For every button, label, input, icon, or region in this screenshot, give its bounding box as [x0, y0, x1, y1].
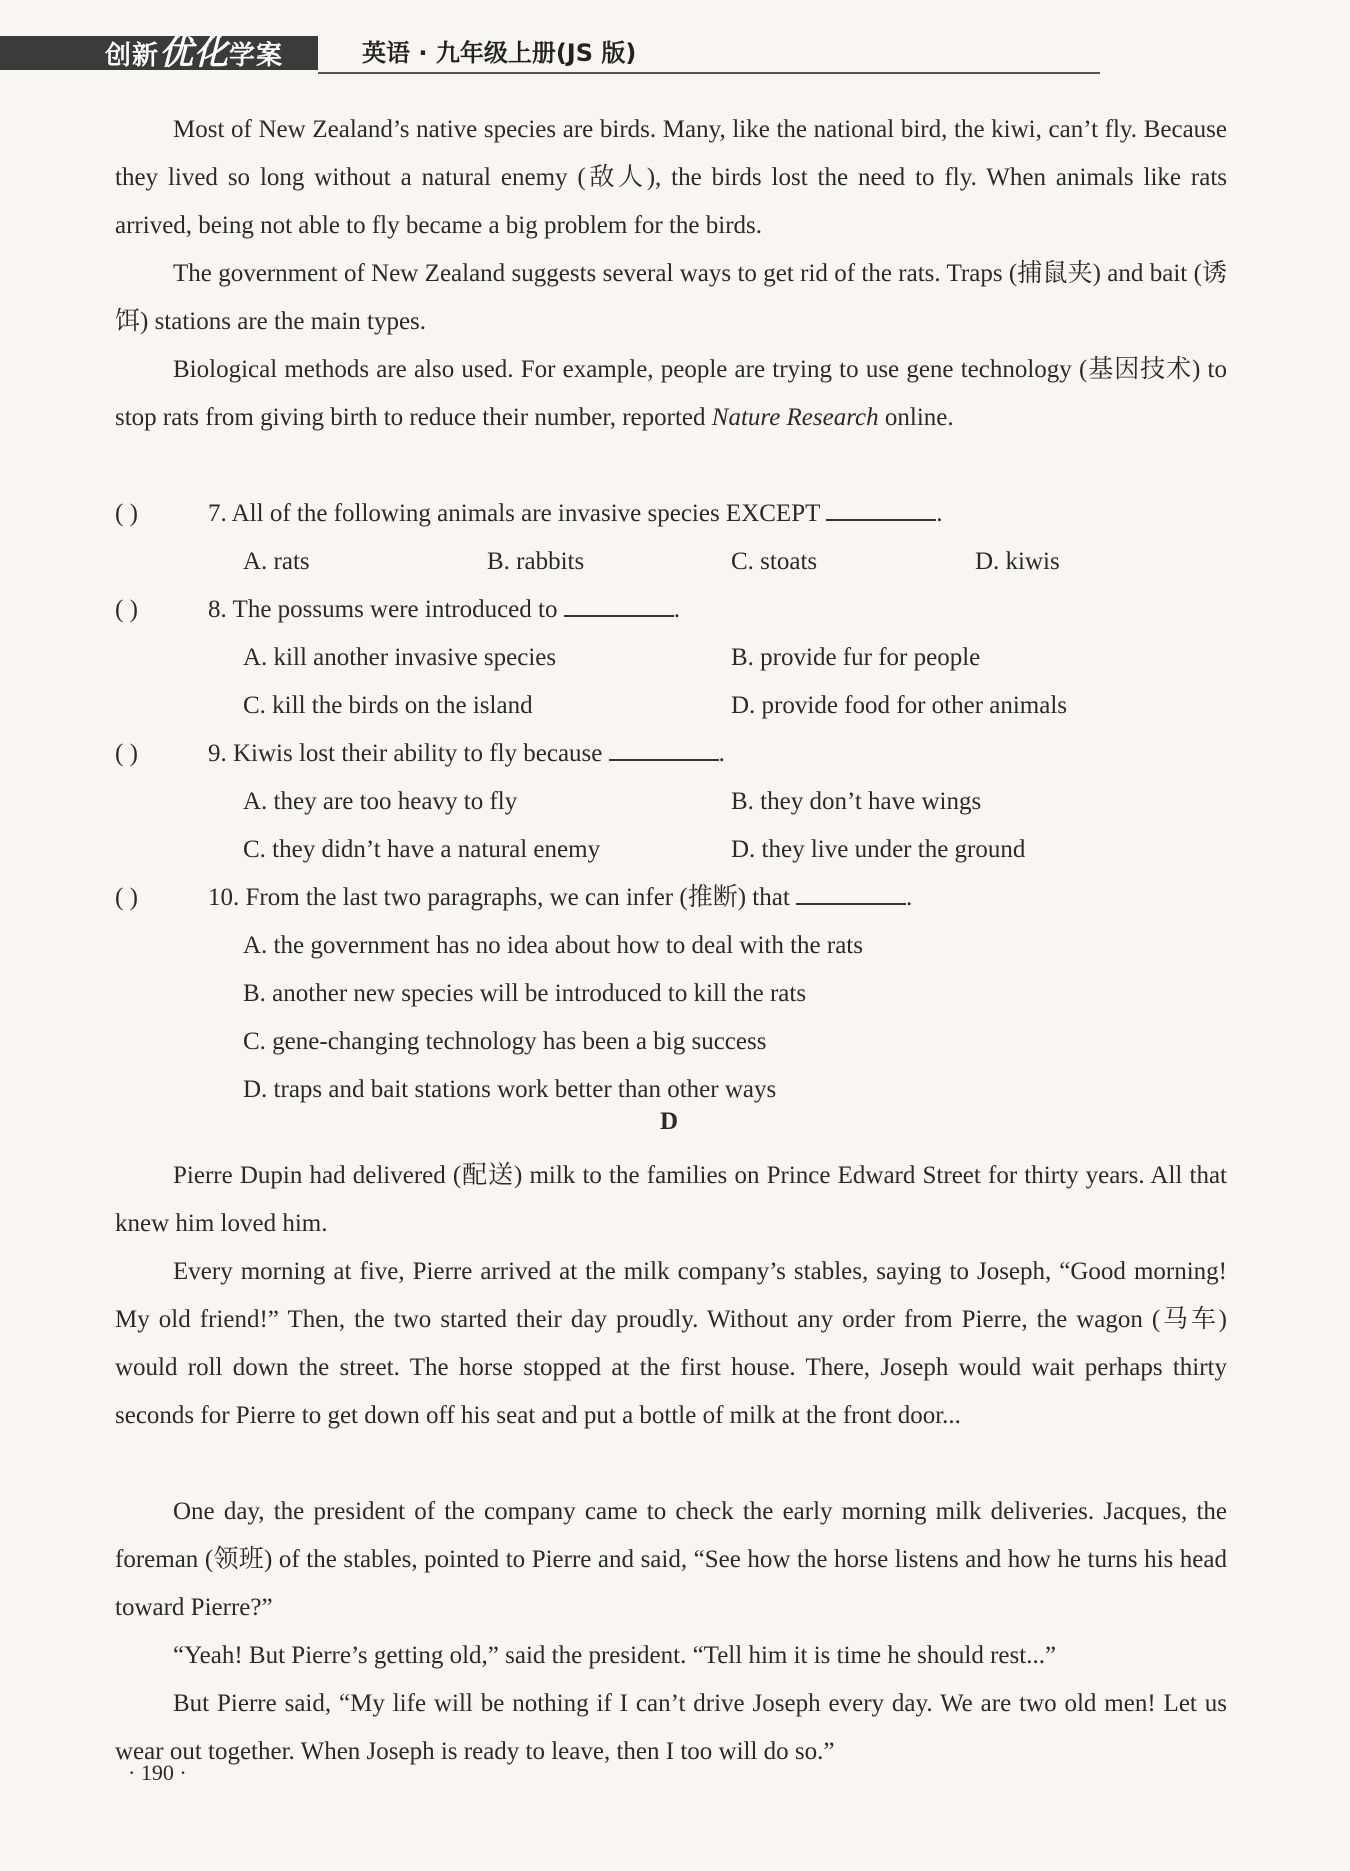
- option-10a: A. the government has no idea about how to deal with the rats: [243, 932, 863, 959]
- option-9a: A. they are too heavy to fly: [243, 788, 518, 815]
- option-10b: B. another new species will be introduced to kill the rats: [243, 980, 807, 1007]
- option-9b: B. they don’t have wings: [731, 788, 982, 815]
- option-9d: D. they live under the ground: [731, 836, 1026, 863]
- question-8: ( ) 8. The possums were introduced to .: [115, 586, 680, 634]
- answer-bracket[interactable]: ( ): [115, 740, 138, 767]
- option-8a: A. kill another invasive species: [243, 644, 557, 671]
- paragraph-c1: Most of New Zealand’s native species are birds. Many, like the national bird, the kiwi, can’t fly. Because they lived so long without a natural enemy (敌人), the birds lost the need to fly. When animals like rats arrived, being not able to fly became a big problem for the birds.: [115, 116, 1227, 239]
- answer-bracket[interactable]: ( ): [115, 596, 138, 623]
- option-9c: C. they didn’t have a natural enemy: [243, 836, 601, 863]
- paragraph-d1: Pierre Dupin had delivered (配送) milk to the families on Prince Edward Street for thirty years. All that knew him loved him.: [115, 1162, 1227, 1237]
- option-8d: D. provide food for other animals: [731, 692, 1068, 719]
- option-7a: A. rats: [243, 548, 310, 575]
- answer-blank: [609, 733, 719, 761]
- option-7c: C. stoats: [731, 548, 818, 575]
- answer-blank: [826, 493, 936, 521]
- answer-bracket[interactable]: ( ): [115, 884, 138, 911]
- paragraph-c3: Biological methods are also used. For example, people are trying to use gene technology (基因技术) to stop rats from giving birth to reduce their number, reported Nature Research online.: [115, 356, 1227, 431]
- page-header: [0, 28, 1100, 74]
- option-8b: B. provide fur for people: [731, 644, 981, 671]
- question-10: ( ) 10. From the last two paragraphs, we can infer (推断) that .: [115, 874, 912, 922]
- question-9: ( ) 9. Kiwis lost their ability to fly because .: [115, 730, 725, 778]
- option-10d: D. traps and bait stations work better than other ways: [243, 1076, 777, 1103]
- paragraph-d2: Every morning at five, Pierre arrived at the milk company’s stables, saying to Joseph, “Good morning! My old friend!” Then, the two started their day proudly. Without any order from Pierre, the wagon (马车) would roll down the street. The horse stopped at the first house. There, Joseph would wait perhaps thirty seconds for Pierre to get down off his seat and put a bottle of milk at the front door...: [115, 1258, 1227, 1429]
- paragraph-d4: “Yeah! But Pierre’s getting old,” said the president. “Tell him it is time he should rest...”: [173, 1642, 1057, 1669]
- page-number: · 190 ·: [128, 1760, 187, 1785]
- answer-blank: [796, 877, 906, 905]
- question-7: ( ) 7. All of the following animals are invasive species EXCEPT .: [115, 490, 942, 538]
- header-rule: [318, 72, 1100, 74]
- section-heading-d: D: [660, 1108, 679, 1135]
- option-7d: D. kiwis: [975, 548, 1060, 575]
- paragraph-d3: One day, the president of the company came to check the early morning milk deliveries. Jacques, the foreman (领班) of the stables, pointed to Pierre and said, “See how the horse listens and how he turns his head toward Pierre?”: [115, 1498, 1227, 1621]
- option-10c: C. gene-changing technology has been a big success: [243, 1028, 767, 1055]
- option-7b: B. rabbits: [487, 548, 585, 575]
- answer-bracket[interactable]: ( ): [115, 500, 138, 527]
- paragraph-c2: The government of New Zealand suggests several ways to get rid of the rats. Traps (捕鼠夹) and bait (诱饵) stations are the main types.: [115, 260, 1227, 335]
- option-8c: C. kill the birds on the island: [243, 692, 533, 719]
- answer-blank: [564, 589, 674, 617]
- brand-logo: 创新优化学案: [0, 36, 318, 70]
- paragraph-d5: But Pierre said, “My life will be nothing if I can’t drive Joseph every day. We are two old men! Let us wear out together. When Joseph is ready to leave, then I too will do so.”: [115, 1690, 1227, 1765]
- book-subject: 英语 · 九年级上册(JS 版): [362, 39, 637, 67]
